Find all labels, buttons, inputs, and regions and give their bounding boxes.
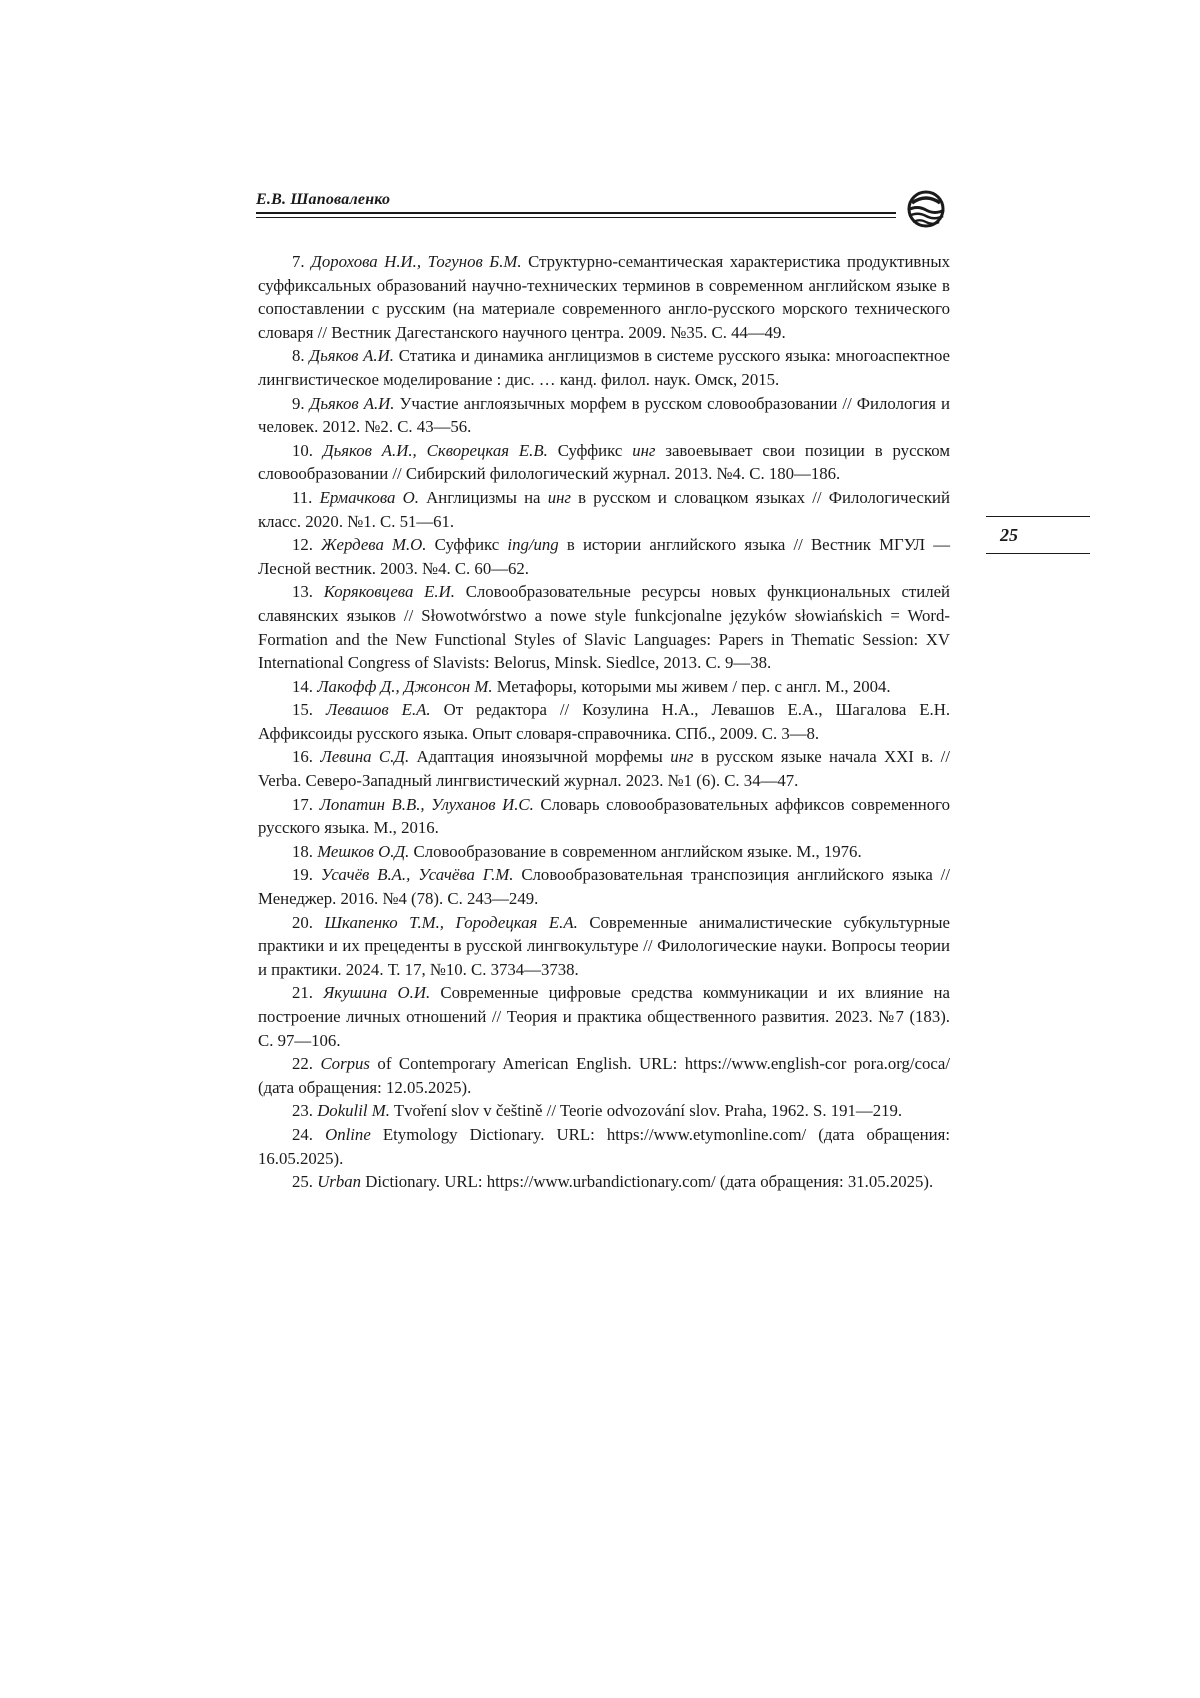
reference-entry [258, 863, 950, 910]
reference-text: of Contemporary American English. URL: https://www.english-cor pora.org/coca/ (дата обращения: 12.05.2025). [258, 1054, 950, 1097]
reference-text: Словообразование в современном английском языке. М., 1976. [413, 841, 862, 861]
reference-text: Etymology Dictionary. URL: https://www.etymonline.com/ (дата обращения: 16.05.2025). [258, 1124, 951, 1168]
reference-number: 21. [292, 983, 313, 1003]
reference-authors: Шкапенко Т.М., Городецкая Е.А. [324, 912, 578, 932]
reference-authors: Усачёв В.А., Усачёва Г.М. [320, 865, 514, 885]
reference-authors: Жердева М.О. [321, 535, 427, 555]
reference-entry [258, 675, 950, 699]
reference-text: Tvoření slov v češtině // Teorie odvozování slov. Praha, 1962. S. 191—219. [393, 1101, 903, 1121]
reference-authors: Якушина О.И. [323, 983, 431, 1003]
reference-entry [258, 1099, 950, 1123]
reference-entry [258, 840, 950, 864]
reference-number: 11. [292, 487, 313, 507]
reference-text: Участие англоязычных морфем в русском словообразовании // Филология и человек. 2012. №2. С. 43—56. [258, 393, 950, 437]
reference-authors: Dokulil M. [317, 1101, 390, 1121]
reference-italic-term: инг [632, 440, 656, 460]
reference-number: 25. [292, 1172, 313, 1192]
reference-text: Статика и динамика англицизмов в системе русского языка: многоаспектное лингвистическое моделирование : дис. … канд. филол. наук. Омск, 2015. [258, 346, 950, 389]
reference-number: 8. [292, 346, 305, 366]
reference-authors: Дьяков А.И., Скворецкая Е.В. [322, 440, 548, 460]
reference-authors: Дорохова Н.И., Тогунов Б.М. [311, 252, 522, 271]
reference-number: 20. [292, 912, 313, 932]
reference-authors: Urban [317, 1172, 362, 1192]
reference-italic-term: ing/ung [507, 535, 559, 555]
reference-authors: Дьяков А.И. [309, 346, 394, 366]
reference-text: Метафоры, которыми мы живем / пер. с англ. М., 2004. [496, 676, 891, 696]
reference-text: Dictionary. URL: https://www.urbandictionary.com/ (дата обращения: 31.05.2025). [365, 1172, 934, 1192]
reference-text: Суффикс [434, 535, 500, 555]
page-number-box [986, 516, 1090, 554]
page-number: 25 [1000, 525, 1018, 545]
reference-number: 10. [292, 440, 313, 460]
reference-number: 22. [292, 1054, 313, 1074]
reference-number: 12. [292, 535, 313, 555]
reference-entry [258, 344, 950, 391]
reference-text: в русском и словацком языках // Филологический класс. 2020. №1. С. 51—61. [258, 487, 950, 531]
reference-text: Словообразовательные ресурсы новых функциональных стилей славянских языков // Słowotwórstwo a nowe style funkcjonalne języków słowiańskich = Word-Formation and the New Functional Styles of Slavic Languages: Papers in Thematic Session: XV International Congress of Slavists: Belorus, Minsk. Siedlce, 2013. С. 9—38. [258, 582, 951, 673]
reference-entry [258, 392, 950, 439]
reference-italic-term: инг [547, 487, 571, 507]
reference-entry [258, 1052, 950, 1099]
reference-entry [258, 1123, 950, 1170]
reference-italic-term: инг [670, 747, 694, 767]
reference-authors: Ермачкова О. [319, 487, 419, 507]
reference-text: Современные анималистические субкультурные практики и их прецеденты в русской лингвокультуре // Филологические науки. Вопросы теории и практики. 2024. Т. 17, №10. С. 3734—3738. [258, 912, 950, 979]
reference-number: 17. [292, 794, 313, 814]
reference-authors: Дьяков А.И. [309, 393, 395, 413]
reference-entry [258, 793, 950, 840]
reference-number: 18. [292, 841, 313, 861]
reference-number: 9. [292, 393, 305, 413]
reference-entry [258, 533, 950, 580]
reference-text: Адаптация иноязычной морфемы [416, 747, 663, 767]
reference-number: 23. [292, 1101, 313, 1121]
reference-authors: Мешков О.Д. [317, 841, 410, 861]
reference-authors: Левина С.Д. [320, 747, 410, 767]
reference-authors: Лопатин В.В., Улуханов И.С. [319, 794, 534, 814]
reference-entry [258, 911, 950, 982]
reference-entry [258, 439, 950, 486]
reference-text: Суффикс [557, 440, 623, 460]
waves-sphere-logo-icon [904, 189, 948, 229]
reference-number: 15. [292, 700, 313, 720]
reference-authors: Лакофф Д., Джонсон М. [317, 676, 493, 696]
reference-text: От редактора // Козулина Н.А., Левашов Е.А., Шагалова Е.Н. Аффиксоиды русского языка. Опыт словаря-справочника. СПб., 2009. С. 3—8. [258, 700, 951, 743]
reference-text: завоевывает свои позиции в русском словообразовании // Сибирский филологический журнал. 2013. №4. С. 180—186. [258, 440, 950, 484]
reference-text: в русском языке начала XXI в. // Verba. Северо-Западный лингвистический журнал. 2023. №1 (6). С. 34—47. [258, 747, 950, 791]
reference-entry [258, 250, 950, 344]
reference-text: Структурно-семантическая характеристика продуктивных суффиксальных образований научно-технических терминов в современном английском языке в сопоставлении с русским (на материале современного англо-русского морского технического словаря // Вестник Дагестанского научного центра. 2009. №35. С. 44—49. [258, 252, 950, 342]
reference-authors: Online [325, 1124, 371, 1144]
header-rule-thick [256, 212, 896, 214]
reference-text: Современные цифровые средства коммуникации и их влияние на построение личных отношений // Теория и практика общественного развития. 2023. №7 (183). С. 97—106. [258, 983, 950, 1050]
reference-list [258, 250, 950, 1194]
reference-number: 16. [292, 747, 313, 767]
reference-authors: Corpus [320, 1054, 370, 1074]
reference-entry [258, 981, 950, 1052]
running-header [256, 188, 946, 228]
header-rule-thin [256, 217, 896, 218]
reference-authors: Коряковцева Е.И. [323, 582, 455, 602]
reference-text: Словообразовательная транспозиция английского языка // Менеджер. 2016. №4 (78). С. 243—249. [258, 865, 951, 909]
reference-entry [258, 698, 950, 745]
reference-number: 19. [292, 865, 313, 885]
running-header-author: Е.В. Шаповаленко [256, 191, 391, 208]
reference-number: 13. [292, 582, 313, 602]
reference-number: 14. [292, 676, 313, 696]
reference-entry [258, 486, 950, 533]
reference-number: 7. [292, 252, 305, 271]
reference-text: в истории английского языка // Вестник МГУЛ — Лесной вестник. 2003. №4. С. 60—62. [258, 535, 950, 578]
reference-entry [258, 1170, 950, 1194]
reference-text: Словарь словообразовательных аффиксов современного русского языка. М., 2016. [258, 794, 950, 838]
reference-number: 24. [292, 1124, 313, 1144]
reference-text: Англицизмы на [426, 487, 541, 507]
reference-entry [258, 580, 950, 674]
reference-authors: Левашов Е.А. [325, 700, 431, 720]
reference-entry [258, 745, 950, 792]
